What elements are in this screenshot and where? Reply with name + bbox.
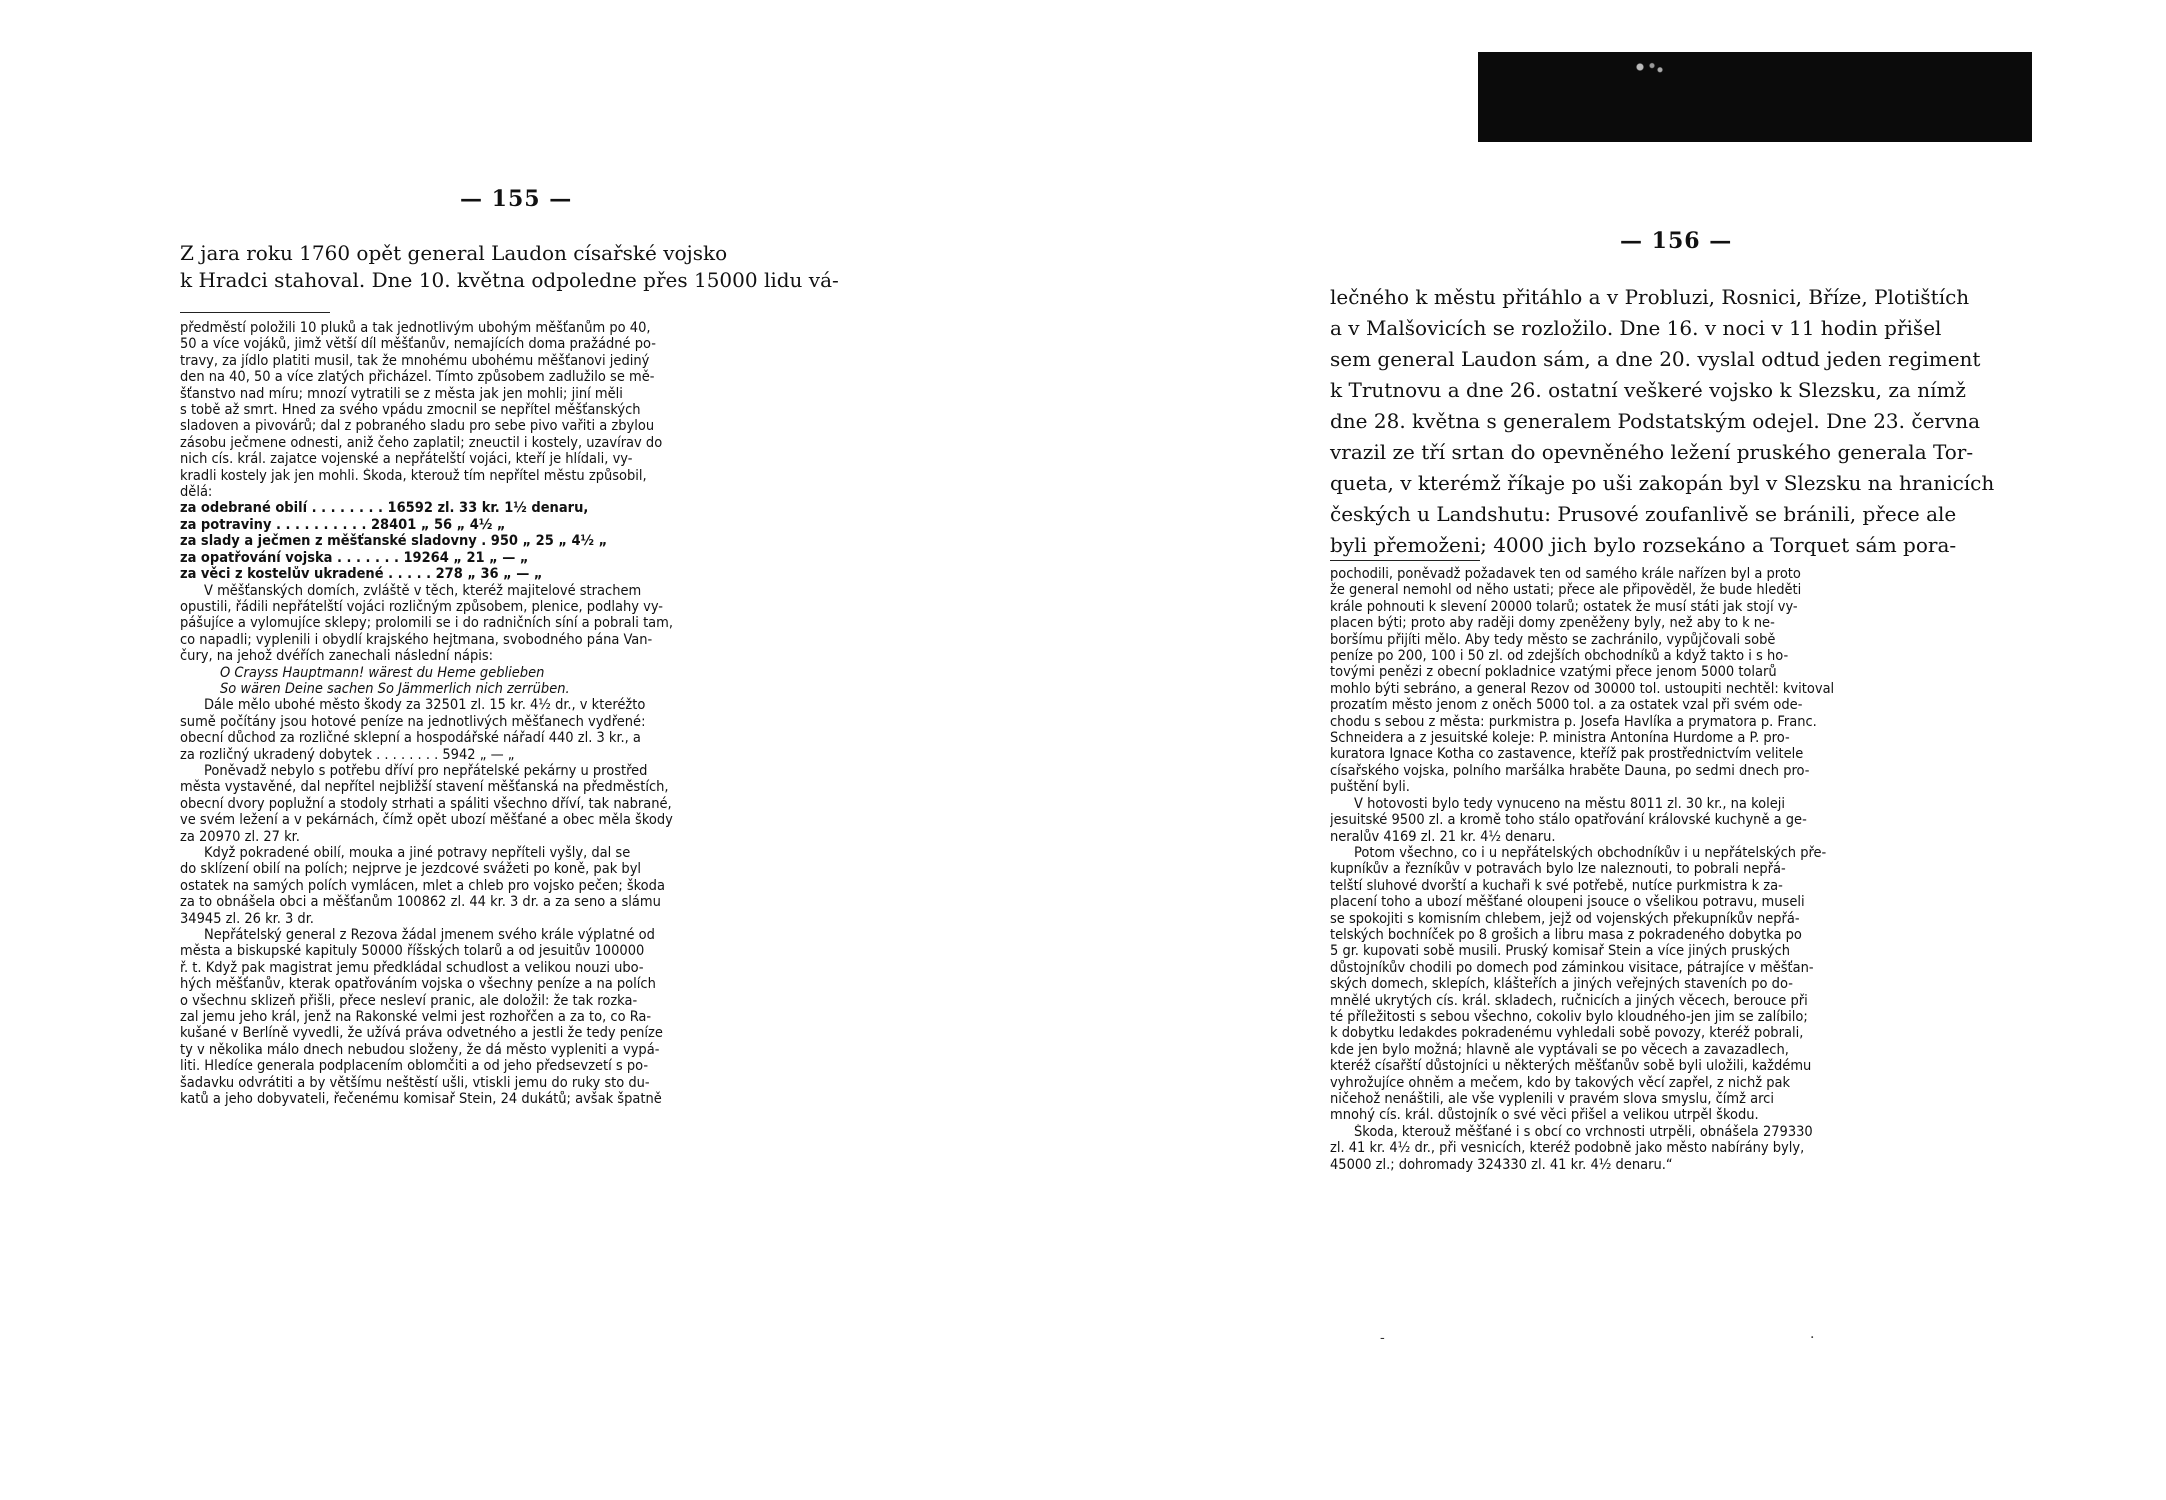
footnote-line: placen býti; proto aby raději domy zpeněženy byly, než aby to k ne-: [1330, 615, 1775, 632]
footnote-line: předměstí položili 10 pluků a tak jednotlivým ubohým měšťanům po 40,: [180, 320, 651, 336]
footnote-line: o všechnu sklizeň přišli, přece nesleví pranic, ale doložil: že tak rozka-: [180, 992, 638, 1009]
footnote-line: telských bochníček po 8 grošich a libru masa z pokradeného dobytka po: [1330, 926, 1802, 943]
footnote-line: za slady a ječmen z měšťanské sladovny . 950 „ 25 „ 4½ „: [180, 533, 608, 550]
footnote-line: císařského vojska, polního maršálka hraběte Dauna, po sedmi dnech pro-: [1330, 762, 1810, 779]
footnote-rule: [1330, 560, 1480, 561]
footnote-line: peníze po 200, 100 i 50 zl. od zdejších obchodníků a když takto i s ho-: [1330, 648, 1789, 665]
footnote-line: Potom všechno, co i u nepřátelských obchodníkův i u nepřátelských pře-: [1354, 844, 1827, 861]
text-line: a v Malšovicích se rozložilo. Dne 16. v noci v 11 hodin přišel: [1330, 316, 1942, 340]
footnote-line: vyhrožujíce ohněm a mečem, kdo by takových věcí zapřel, z nichž pak: [1330, 1074, 1791, 1091]
footnote-line: za 20970 zl. 27 kr.: [180, 828, 300, 845]
footnote-line: pášujíce a vylomujíce sklepy; prolomili se i do radničních síní a pobrali tam,: [180, 615, 674, 632]
footnote-line: 45000 zl.; dohromady 324330 zl. 41 kr. 4½ denaru.“: [1330, 1156, 1673, 1173]
text-line: vrazil ze tří srtan do opevněného ležení pruského generala Tor-: [1330, 440, 1974, 464]
footnote-line: k dobytku ledakdes pokradenému vyhledali sobě povozy, kteréž pobrali,: [1330, 1025, 1804, 1042]
footnote-line: se spokojiti s komisním chlebem, jejž od vojenských překupníkův nepřá-: [1330, 910, 1800, 927]
footnote-line: hých měšťanův, kterak opatřováním vojska o všechny peníze a na polích: [180, 976, 656, 993]
footnote-line: prozatím město jenom z oněch 5000 tol. a za ostatek vzal při svém ode-: [1330, 697, 1803, 714]
footnote-line: mnohý cís. král. důstojník o své věci přišel a velikou utrpěl škodu.: [1330, 1107, 1759, 1124]
footnote-line: ty v několika málo dnech nebudou složeny, že dá město vypleniti a vypá-: [180, 1041, 660, 1058]
footnote-rule: [180, 312, 330, 313]
footnote-line: kteréž císařští důstojníci u některých měšťanův sobě byli uložili, každému: [1330, 1058, 1812, 1075]
footnote-line: boršímu přijíti mělo. Aby tedy město se zachránilo, vypůjčovali sobě: [1330, 631, 1776, 648]
footnote-line: s tobě až smrt. Hned za svého vpádu zmocnil se nepřítel měšťanských: [180, 402, 641, 419]
footnote-line: jesuitské 9500 zl. a kromě toho stálo opatřování královské kuchyně a ge-: [1330, 812, 1807, 829]
footnote-line: té příležitosti s sebou všechno, cokoliv bylo kloudného-jen jim se zalíbilo;: [1330, 1008, 1808, 1025]
footnote-line: 50 a více vojáků, jimž větší díl měšťanův, nemajících doma pražádné po-: [180, 336, 656, 353]
text-line: k Trutnovu a dne 26. ostatní veškeré vojsko k Slezsku, za nímž: [1330, 378, 1966, 402]
text-line: queta, v kterémž říkaje po uši zakopán byl v Slezsku na hranicích: [1330, 471, 1995, 495]
footnote-line: zl. 41 kr. 4½ dr., při vesnicích, kteréž podobně jako město nabírány byly,: [1330, 1140, 1805, 1157]
footnote-line: co napadli; vyplenili i obydlí krajského hejtmana, svobodného pána Van-: [180, 631, 653, 648]
footnote-line: neralův 4169 zl. 21 kr. 4½ denaru.: [1330, 828, 1556, 845]
footnote-line: obecní důchod za rozličné sklepní a hospodářské nářadí 440 zl. 3 kr., a: [180, 730, 641, 747]
footnote-line: Schneidera a z jesuitské koleje: P. ministra Antonína Hurdome a P. pro-: [1330, 730, 1790, 747]
footnote-line: Nepřátelský general z Rezova žádal jmenem svého krále výplatné od: [204, 927, 655, 944]
footnote-line: za věci z kostelův ukradené . . . . . 278 „ 36 „ — „: [180, 566, 543, 583]
footnote-line: kuratora Ignace Kotha co zastavence, kteříž pak prostřednictvím velitele: [1330, 746, 1804, 763]
footnote-line: ř. t. Když pak magistrat jemu předkládal schudlost a velikou nouzi ubo-: [180, 959, 644, 976]
footnote-line: kradli kostely jak jen mohli. Škoda, kterouž tím nepřítel městu způsobil,: [180, 467, 647, 484]
footnote-line: šťanstvo nad míru; mnozí vytratili se z města jak jen mohli; jiní měli: [180, 385, 623, 402]
footnote-line: mnělé ukrytých cís. král. skladech, ručnicích a jiných věcech, berouce při: [1330, 992, 1808, 1009]
scan-mark: ·: [1810, 1330, 1815, 1346]
footnote-line: nich cís. král. zajatce vojenské a nepřátelští vojáci, kteří je hlídali, vy-: [180, 451, 633, 468]
page-number: — 155 —: [460, 186, 573, 212]
footnote-line: kde jen bylo možná; hlavně ale vyptávali se po věcech a zavazadlech,: [1330, 1041, 1789, 1058]
footnote-line: ostatek na samých polích vymlácen, mlet a chleb pro vojsko pečen; škoda: [180, 877, 665, 894]
footnote-line: So wären Deine sachen So Jämmerlich nich zerrüben.: [220, 680, 570, 697]
footnote-line: za potraviny . . . . . . . . . . 28401 „ 56 „ 4½ „: [180, 516, 506, 533]
footnote-line: ničehož nenáštili, ale vše vyplenili v pravém slova smyslu, čímž arci: [1330, 1091, 1774, 1107]
text-line: lečného k městu přitáhlo a v Probluzi, Rosnici, Bříze, Plotištích: [1330, 285, 1970, 309]
footnote-line: chodu s sebou z města: purkmistra p. Josefa Havlíka a prymatora p. Franc.: [1330, 713, 1817, 730]
footnote-line: do sklízení obilí na polích; nejprve je jezdcové svážeti po koně, pak byl: [180, 861, 642, 878]
text-line: byli přemoženi; 4000 jich bylo rozsekáno a Torquet sám pora-: [1330, 533, 1957, 557]
main-text: [180, 240, 860, 294]
footnote-line: kupníkův a řezníkův v potravách bylo lze naleznouti, to pobrali nepřá-: [1330, 861, 1786, 878]
footnote-line: Když pokradené obilí, mouka a jiné potravy nepříteli vyšly, dal se: [204, 845, 631, 861]
footnote-line: mohlo býti sebráno, a general Rezov od 30000 tol. ustoupiti nechtěl: kvitoval: [1330, 680, 1835, 697]
scan-mark: -: [1380, 1330, 1385, 1346]
footnote-line: krále pohnouti k slevení 20000 tolarů; ostatek že musí státi jak stojí vy-: [1330, 598, 1798, 615]
footnote-line: šadavku odvrátiti a by většímu neštěstí ušli, vtiskli jemu do ruky sto du-: [180, 1074, 650, 1091]
footnote-line: Poněvadž nebylo s potřebu dříví pro nepřátelské pekárny u prostřed: [204, 762, 648, 779]
footnote-line: obecní dvory poplužní a stodoly strhati a spáliti všechno dříví, tak nabrané,: [180, 795, 672, 812]
footnote-line: 34945 zl. 26 kr. 3 dr.: [180, 910, 314, 927]
footnote-line: čury, na jehož dvéřích zanechali následní nápis:: [180, 648, 494, 665]
footnote-line: dělá:: [180, 484, 213, 501]
footnote-line: zal jemu jeho král, jenž na Rakonské velmi jest rozhořčen a za to, co Ra-: [180, 1009, 652, 1026]
footnote-line: za rozličný ukradený dobytek . . . . . . . . 5942 „ — „: [180, 746, 515, 763]
footnote-line: katů a jeho dobyvateli, řečenému komisař Stein, 24 dukátů; avšak špatně: [180, 1091, 662, 1108]
footnote-text: [1330, 566, 2030, 1173]
footnote-text: [180, 320, 860, 1108]
footnote-line: V hotovosti bylo tedy vynuceno na městu 8011 zl. 30 kr., na koleji: [1354, 795, 1785, 812]
footnote-line: travy, za jídlo platiti musil, tak že mnohému ubohému měšťanovi jediný: [180, 352, 650, 369]
footnote-line: opustili, řádili nepřátelští vojáci rozličným způsobem, plenice, podlahy vy-: [180, 598, 663, 615]
footnote-line: že general nemohl od něho ustati; přece ale připověděl, že bude hleděti: [1330, 582, 1802, 599]
footnote-line: puštění byli.: [1330, 779, 1410, 796]
text-line: k Hradci stahoval. Dne 10. května odpoledne přes 15000 lidu vá-: [180, 268, 839, 292]
text-line: českých u Landshutu: Prusové zoufanlivě se bránili, přece ale: [1330, 502, 1957, 526]
text-line: Z jara roku 1760 opět general Laudon císařské vojsko: [180, 241, 728, 265]
footnote-line: 5 gr. kupovati sobě musili. Pruský komisař Stein a více jiných pruských: [1330, 943, 1791, 960]
page-number: — 156 —: [1620, 228, 1733, 254]
footnote-line: kušané v Berlíně vyvedli, že užívá práva odvetného a jestli že tedy peníze: [180, 1025, 663, 1042]
footnote-line: za odebrané obilí . . . . . . . . 16592 zl. 33 kr. 1½ denaru,: [180, 500, 589, 517]
footnote-line: sladoven a pivovárů; dal z pobraného sladu pro sebe pivo vařiti a zbylou: [180, 418, 655, 435]
footnote-line: placení toho a ubozí měšťané oloupeni jsouce o všelikou potravu, museli: [1330, 894, 1805, 911]
footnote-line: Dále mělo ubohé město škody za 32501 zl. 15 kr. 4½ dr., v kteréžto: [204, 697, 646, 714]
text-line: sem general Laudon sám, a dne 20. vyslal odtud jeden regiment: [1330, 347, 1981, 371]
footnote-line: O Crayss Hauptmann! wärest du Heme geblieben: [220, 664, 545, 681]
text-line: dne 28. května s generalem Podstatským odejel. Dne 23. června: [1330, 409, 1981, 433]
footnote-line: tovými penězi z obecní pokladnice vzatými přece jenom 5000 tolarů: [1330, 664, 1777, 681]
scan-artifact: [1628, 60, 1668, 74]
footnote-line: zásobu ječmene odnesti, aniž čeho zaplatil; zneuctil i kostely, uzavírav do: [180, 434, 663, 451]
scan-black-bar: [1478, 52, 2032, 142]
footnote-line: ve svém ležení a v pekárnách, čímž opět ubozí měšťané a obec měla škody: [180, 812, 673, 829]
footnote-line: ských domech, sklepích, klášteřích a jiných veřejných staveních po do-: [1330, 976, 1793, 993]
footnote-line: Škoda, kterouž měšťané i s obcí co vrchnosti utrpěli, obnášela 279330: [1354, 1123, 1813, 1140]
footnote-line: za to obnášela obci a měšťanům 100862 zl. 44 kr. 3 dr. a za seno a slámu: [180, 894, 661, 911]
footnote-line: V měšťanských domích, zvláště v těch, kteréž majitelové strachem: [204, 582, 642, 599]
footnote-line: sumě počítány jsou hotové peníze na jednotlivých měšťanech vydřené:: [180, 713, 646, 730]
footnote-line: telští sluhové dvorští a kuchaři k své potřebě, nutíce purkmistra k za-: [1330, 877, 1783, 894]
footnote-line: města vystavěné, dal nepřítel nejbližší stavení měšťanská na předměstích,: [180, 779, 669, 796]
footnote-line: liti. Hledíce generala podplacením oblomčiti a od jeho předsevzetí s po-: [180, 1058, 649, 1075]
footnote-line: za opatřování vojska . . . . . . . 19264 „ 21 „ — „: [180, 549, 529, 566]
footnote-line: pochodili, poněvadž požadavek ten od samého krále nařízen byl a proto: [1330, 566, 1801, 582]
footnote-line: den na 40, 50 a více zlatých přicházel. Tímto způsobem zadlužilo se mě-: [180, 369, 655, 386]
main-text: [1330, 282, 2030, 561]
footnote-line: důstojníkův chodili po domech pod záminkou visitace, pátrajíce v měšťan-: [1330, 959, 1814, 976]
footnote-line: města a biskupské kapituly 50000 říšských tolarů a od jesuitův 100000: [180, 943, 645, 960]
